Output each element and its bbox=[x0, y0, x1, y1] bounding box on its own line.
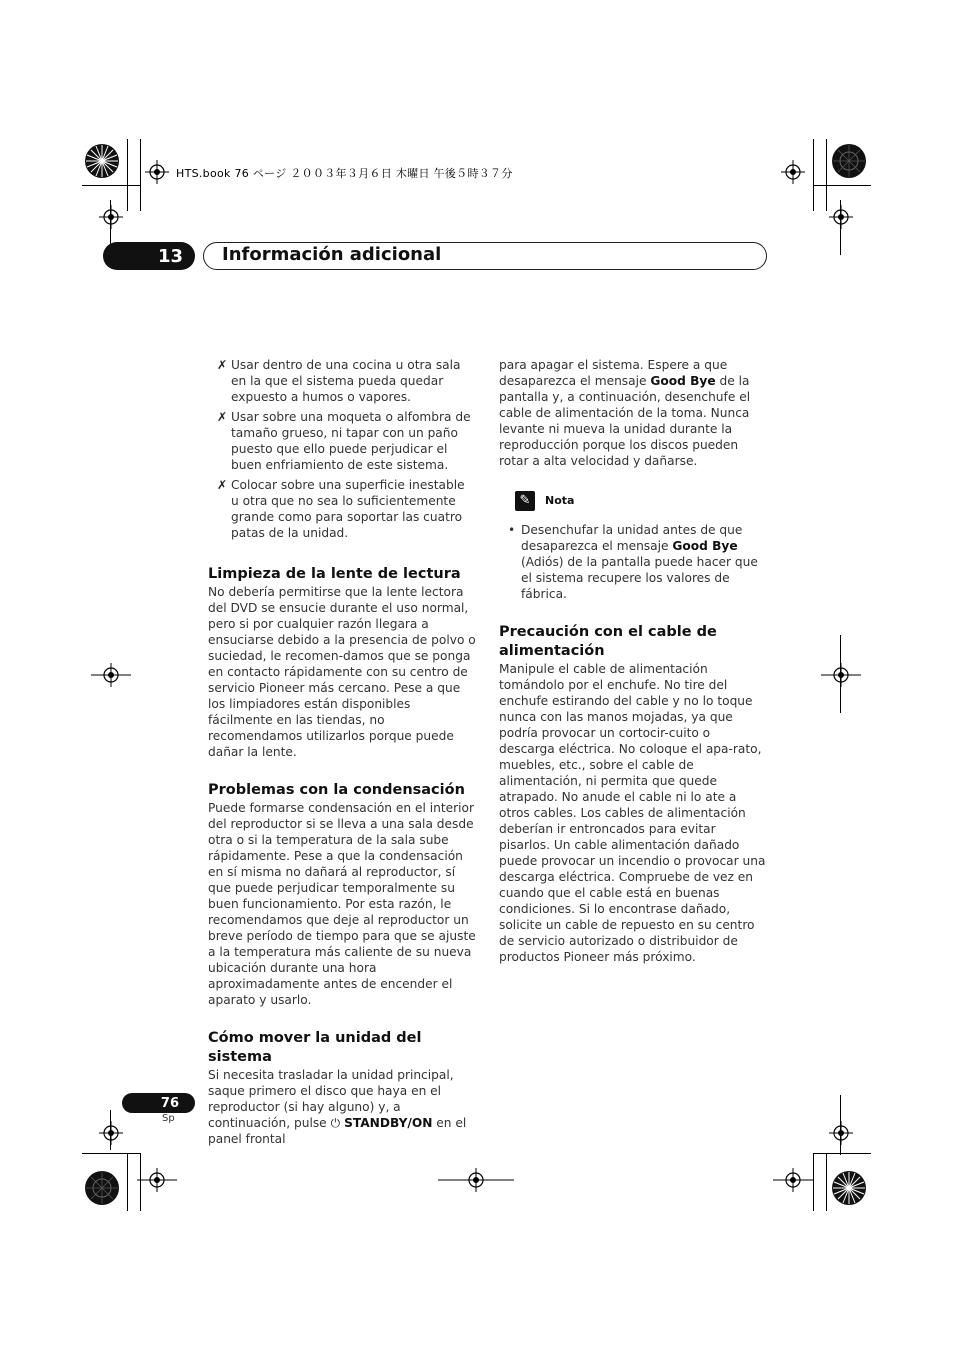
section-body-condensation: Puede formarse condensación en el interior del reproductor si se lleva a una sala desde otra o si la temperatura de la sala sube rápidamente. Pese a que la condensación en sí misma no dañará al reproductor, sí que puede perjudicar temporalmente su buen funcionamiento. Por esta razón, le recomendamos que deje al reproductor un breve período de tiempo para que se ajuste a la temperatura más caliente de su nueva ubicación durante una hora aproximadamente antes de encender el aparato y usarlo. bbox=[208, 801, 476, 1007]
chapter-number-badge bbox=[103, 242, 195, 270]
note-item bbox=[499, 522, 767, 602]
section-heading-condensation: Problemas con la condensación bbox=[208, 782, 465, 798]
page-number-badge bbox=[122, 1093, 195, 1113]
starburst-mark-top-right bbox=[831, 143, 867, 179]
page-language: Sp bbox=[162, 1113, 175, 1124]
cross-mark-icon: ✗ bbox=[217, 358, 228, 372]
continuation-text bbox=[499, 357, 767, 469]
warning-item bbox=[208, 357, 476, 405]
warning-text: Colocar sobre una superficie inestable u otra que no sea lo suficientemente grande como para soportar las cuatro patas de la unidad. bbox=[231, 478, 465, 540]
note-text-before: Desenchufar la unidad antes de que desaparezca el mensaje bbox=[521, 523, 743, 553]
move-text-after: en el panel frontal bbox=[208, 1116, 467, 1146]
page-number: 76 bbox=[160, 1095, 179, 1111]
standby-button-label: STANDBY/ON bbox=[344, 1116, 433, 1130]
pencil-note-icon: ✎ bbox=[515, 491, 535, 511]
good-bye-message: Good Bye bbox=[672, 539, 738, 553]
starburst-mark-bottom-right bbox=[831, 1170, 867, 1206]
section-body-move bbox=[208, 1067, 476, 1147]
crosshair-mark-left-1 bbox=[99, 205, 123, 229]
section-heading-lens: Limpieza de la lente de lectura bbox=[208, 566, 461, 582]
section-heading-move: Cómo mover la unidad del sistema bbox=[208, 1030, 422, 1065]
chapter-title: Información adicional bbox=[222, 244, 442, 265]
cross-mark-icon: ✗ bbox=[217, 478, 228, 492]
warning-text: Usar dentro de una cocina u otra sala en la que el sistema pueda quedar expuesto a humos o vapores. bbox=[231, 358, 461, 404]
section-body-cable: Manipule el cable de alimentación tomándolo por el enchufe. No tire del enchufe estirando del cable y no lo toque nunca con las manos mojadas, ya que podría provocar un cortocir-cuito o descarga eléctrica. No coloque el apa-rato, muebles, etc., sobre el cable de alimentación, ni permita que quede atrapado. No anude el cable ni lo ate a otros cables. Los cables de alimentación deberían ir entroncados para evitar pisarlos. Un cable alimentación dañado puede provocar un incendio o provocar una descarga eléctrica. Compruebe de vez en cuando que el cable está en buenas condiciones. Si lo encontrase dañado, solicite un cable de repuesto en su centro de servicio autorizado o distribuidor de productos Pioneer más próximo. bbox=[499, 662, 766, 964]
crosshair-mark-left-mid bbox=[99, 663, 123, 687]
crosshair-mark-right-mid bbox=[829, 663, 853, 687]
note-header bbox=[515, 491, 767, 511]
section-heading-cable: Precaución con el cable de alimentación bbox=[499, 624, 717, 659]
starburst-mark-bottom-left bbox=[84, 1170, 120, 1206]
starburst-mark-top-left bbox=[84, 143, 120, 179]
chapter-title-box bbox=[203, 242, 767, 270]
power-icon: ⏻ bbox=[330, 1116, 341, 1130]
continuation-part-1: para apagar el sistema. Espere a que desaparezca el mensaje bbox=[499, 358, 728, 388]
print-header: HTS.book 76 ページ ２００３年３月６日 木曜日 午後５時３７分 bbox=[176, 167, 513, 180]
cross-mark-icon: ✗ bbox=[217, 410, 228, 424]
crosshair-mark-bottom-a bbox=[145, 1168, 169, 1192]
section-body-lens: No debería permitirse que la lente lectora del DVD se ensucie durante el uso normal, pero si por cualquier razón llegara a ensuciarse debido a la presencia de polvo o suciedad, le recomen-damos que se ponga en contacto rápidamente con su centro de servicio Pioneer más cercano. Pese a que los limpiadores están disponibles fácilmente en las tiendas, no recomendamos utilizarlos porque puede dañar la lente. bbox=[208, 585, 476, 759]
crosshair-mark-top-a bbox=[145, 160, 169, 184]
good-bye-message: Good Bye bbox=[650, 374, 716, 388]
note-label: Nota bbox=[545, 494, 575, 507]
continuation-part-2: de la pantalla y, a continuación, desenchufe el cable de alimentación de la toma. Nunca levante ni mueva la unidad durante la reproducción porque los discos pueden rotar a alta velocidad y dañarse. bbox=[499, 374, 751, 468]
crosshair-mark-right-2 bbox=[829, 1121, 853, 1145]
warning-text: Usar sobre una moqueta o alfombra de tamaño grueso, ni tapar con un paño puesto que ello puede perjudicar el buen enfriamiento de este sistema. bbox=[231, 410, 471, 472]
warning-item bbox=[208, 409, 476, 473]
warning-item bbox=[208, 477, 476, 541]
left-column bbox=[208, 357, 476, 1147]
crosshair-mark-bottom-b bbox=[781, 1168, 805, 1192]
bullet-dot: • bbox=[508, 523, 516, 537]
chapter-number: 13 bbox=[157, 245, 183, 267]
move-text-before: Si necesita trasladar la unidad principal, saque primero el disco que haya en el reproductor (si hay alguno) y, a continuación, pulse bbox=[208, 1068, 454, 1130]
note-text-after: (Adiós) de la pantalla puede hacer que el sistema recupere los valores de fábrica. bbox=[521, 555, 758, 601]
crosshair-mark-bottom-center bbox=[464, 1168, 488, 1192]
crosshair-mark-right-1 bbox=[829, 205, 853, 229]
crosshair-mark-top-b bbox=[781, 160, 805, 184]
crosshair-mark-left-2 bbox=[99, 1121, 123, 1145]
note-text bbox=[521, 522, 767, 602]
right-column bbox=[499, 357, 767, 965]
